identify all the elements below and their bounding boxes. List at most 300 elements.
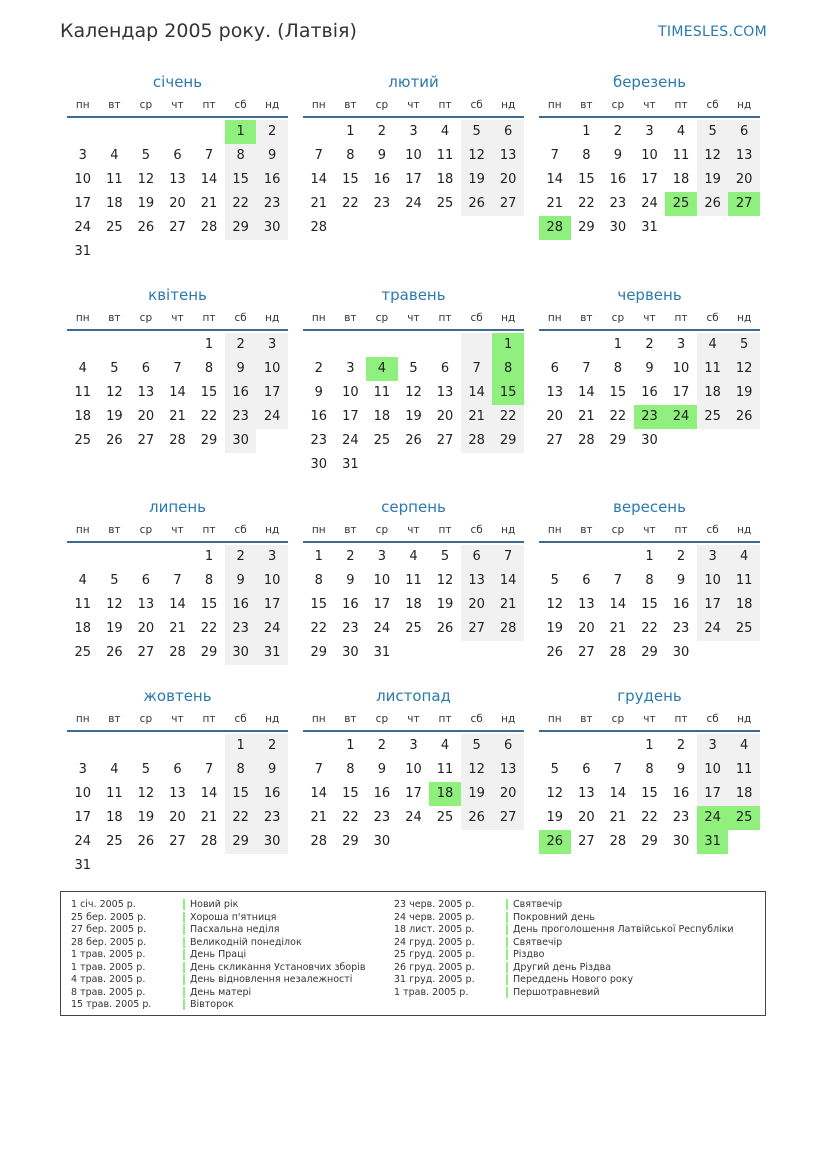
day-cell: 20 [169,196,186,211]
holiday-name: Новий рік [190,899,239,910]
day-cell: 21 [492,593,524,617]
empty-cell [335,333,367,357]
day-cell: 15 [609,385,627,400]
day-cell: 26 [405,433,422,448]
day-cell: 11 [728,569,760,593]
day-cell: 7 [204,762,214,777]
day-cell: 22 [342,810,359,825]
day-cell: 9 [645,361,654,376]
holiday-marker [183,962,185,973]
day-cell: 18 [106,196,123,211]
holiday-marker [506,974,508,985]
month-name: січень [152,73,203,91]
empty-cell [130,734,162,758]
day-cell: 11 [74,385,92,400]
day-cell: 7 [173,573,182,588]
day-grid [303,545,524,665]
day-cell: 11 [672,148,690,163]
day-cell: 3 [78,762,87,777]
month-name: серпень [381,498,446,516]
day-cell: 14 [310,172,328,187]
day-cell: 11 [74,597,92,612]
empty-cell [429,333,461,357]
day-cell: 5 [141,148,151,163]
day-cell: 13 [169,786,186,801]
day-cell: 9 [225,569,257,593]
day-cell: 19 [546,810,564,825]
day-cell: 23 [310,433,328,448]
day-grid [67,120,288,264]
day-cell: 5 [461,120,493,144]
day-grid [67,734,288,878]
day-cell: 24 [256,617,288,641]
site-link[interactable]: TIMESLES.COM [658,24,767,40]
day-cell: 18 [405,597,422,612]
weekday-label: пн [311,99,326,111]
holiday-marker [506,924,508,935]
weekday-label: нд [265,312,280,324]
day-cell: 28 [169,645,186,660]
weekday-label: вт [344,713,357,725]
weekday-label: вт [108,713,121,725]
day-cell: 31 [342,457,359,472]
day-cell: 12 [697,144,729,168]
day-cell: 30 [373,834,391,849]
day-cell: 25 [373,433,391,448]
weekday-label: вт [344,524,357,536]
day-grid [539,120,760,240]
day-cell: 15 [200,385,218,400]
day-cell: 18 [74,409,92,424]
weekday-label: сб [470,99,483,111]
day-cell: 15 [225,782,257,806]
day-cell: 11 [436,762,454,777]
holiday-day: 26 [539,830,571,854]
month-calendar [303,72,524,240]
day-cell: 26 [137,834,155,849]
empty-cell [162,120,194,144]
day-cell: 16 [641,385,658,400]
day-cell: 20 [137,409,155,424]
day-cell: 3 [256,333,288,357]
empty-cell [303,120,335,144]
day-cell: 4 [78,573,87,588]
day-cell: 8 [582,148,591,163]
holiday-date: 1 трав. 2005 р. [71,949,146,960]
holiday-marker [183,974,185,985]
day-cell: 18 [106,810,123,825]
day-cell: 14 [492,569,524,593]
day-grid [303,734,524,854]
legend-row [71,899,365,912]
month-name: вересень [613,498,686,516]
holiday-day: 15 [492,381,524,405]
month-calendar [539,72,760,240]
weekday-label: ср [611,524,625,536]
day-cell: 22 [609,409,627,424]
day-cell: 12 [546,597,564,612]
day-cell: 31 [74,858,92,873]
day-cell: 23 [672,810,690,825]
weekday-label: нд [265,524,280,536]
day-cell: 5 [110,573,119,588]
holiday-name: День проголошення Латвійської Республіки [513,924,734,935]
day-cell: 19 [546,621,564,636]
day-cell: 16 [310,409,328,424]
holiday-name: День скликання Установчих зборів [190,961,366,973]
day-cell: 19 [137,196,155,211]
day-cell: 7 [550,148,559,163]
day-cell: 11 [106,786,123,801]
day-cell: 1 [582,124,591,139]
weekday-label: чт [407,99,420,111]
day-cell: 7 [613,762,623,777]
day-cell: 29 [200,645,218,660]
weekday-label: вт [344,99,357,111]
month-calendar [539,285,760,453]
holiday-name: Переддень Нового року [513,974,634,985]
weekday-label: чт [171,524,184,536]
day-cell: 14 [200,786,218,801]
holiday-name: Святвечір [513,936,563,948]
day-grid [303,120,524,240]
weekday-label: нд [501,524,516,536]
day-cell: 28 [461,429,493,453]
holiday-date: 15 трав. 2005 р. [71,999,152,1010]
day-cell: 26 [461,192,493,216]
day-cell: 15 [641,597,658,612]
day-cell: 17 [373,597,391,612]
empty-cell [571,333,603,357]
day-cell: 8 [204,573,214,588]
day-cell: 7 [173,361,182,376]
day-cell: 25 [74,645,92,660]
day-cell: 8 [225,144,257,168]
day-cell: 15 [342,172,359,187]
day-cell: 2 [225,333,257,357]
legend-row [394,924,734,937]
weekday-label: вт [580,99,593,111]
holiday-marker [183,987,185,998]
weekday-label: вт [108,312,121,324]
holiday-day: 23 [634,405,666,429]
day-cell: 20 [492,168,524,192]
day-cell: 29 [310,645,328,660]
day-cell: 22 [342,196,359,211]
weekday-label: пн [547,524,562,536]
day-cell: 26 [106,433,123,448]
weekday-label: ср [375,713,389,725]
day-cell: 6 [173,148,182,163]
weekday-label: пн [311,312,326,324]
day-cell: 10 [697,758,729,782]
day-cell: 11 [728,758,760,782]
day-cell: 27 [578,645,595,660]
legend-row [394,987,734,1000]
month-calendar [539,497,760,665]
day-cell: 24 [74,834,92,849]
day-cell: 30 [310,457,328,472]
day-cell: 23 [256,192,288,216]
day-cell: 3 [697,545,729,569]
day-cell: 16 [672,786,690,801]
holiday-name: День відновлення незалежності [190,974,353,985]
empty-cell [130,545,162,569]
empty-cell [67,120,99,144]
month-name: жовтень [143,687,212,705]
weekday-label: сб [234,312,247,324]
month-name: грудень [617,687,682,705]
day-cell: 12 [137,786,155,801]
holiday-day: 31 [697,830,729,854]
day-cell: 30 [342,645,359,660]
holiday-marker [183,999,185,1010]
legend-row [71,924,365,937]
day-cell: 7 [204,148,214,163]
day-grid [539,545,760,665]
day-cell: 1 [204,549,214,564]
holiday-name: Покровний день [513,911,595,923]
weekday-label: чт [171,312,184,324]
weekday-label: сб [706,99,719,111]
weekday-label: пн [311,713,326,725]
legend-row [71,912,365,925]
weekday-label: вт [108,99,121,111]
day-cell: 25 [436,810,454,825]
weekday-label: пн [547,713,562,725]
day-cell: 25 [405,621,422,636]
day-cell: 1 [645,738,654,753]
day-cell: 18 [697,381,729,405]
day-cell: 2 [676,549,686,564]
day-cell: 27 [461,617,493,641]
weekday-header [303,94,524,118]
day-cell: 20 [578,621,595,636]
weekday-label: пт [674,99,688,111]
holiday-day: 27 [728,192,760,216]
holiday-date: 18 лист. 2005 р. [394,924,475,935]
day-cell: 30 [641,433,658,448]
weekday-label: пн [75,524,90,536]
empty-cell [461,333,493,357]
holiday-day: 24 [665,405,697,429]
day-cell: 7 [492,545,524,569]
day-cell: 2 [225,545,257,569]
day-cell: 30 [672,834,690,849]
weekday-label: вт [344,312,357,324]
weekday-label: чт [643,524,656,536]
holiday-day: 8 [492,357,524,381]
legend-row [71,987,365,1000]
empty-cell [602,545,634,569]
day-cell: 26 [106,645,123,660]
day-cell: 15 [225,168,257,192]
weekday-label: вт [108,524,121,536]
day-cell: 20 [461,593,493,617]
empty-cell [193,120,225,144]
weekday-label: пт [202,713,216,725]
holiday-marker [183,937,185,948]
day-cell: 28 [200,834,218,849]
empty-cell [366,333,398,357]
day-cell: 29 [641,645,658,660]
day-cell: 18 [728,593,760,617]
day-cell: 10 [373,573,391,588]
day-cell: 7 [613,573,623,588]
day-cell: 15 [310,597,328,612]
weekday-header [67,94,288,118]
day-cell: 6 [492,734,524,758]
empty-cell [303,333,335,357]
weekday-label: ср [611,312,625,324]
weekday-header [67,307,288,331]
day-cell: 26 [436,621,454,636]
day-cell: 11 [697,357,729,381]
day-cell: 8 [645,762,654,777]
day-cell: 8 [204,361,214,376]
day-cell: 25 [74,433,92,448]
day-cell: 20 [546,409,564,424]
day-cell: 1 [225,734,257,758]
day-cell: 18 [436,172,454,187]
empty-cell [130,333,162,357]
holiday-marker [506,949,508,960]
weekday-label: пн [547,99,562,111]
day-cell: 26 [461,806,493,830]
day-cell: 31 [373,645,391,660]
day-cell: 22 [641,810,658,825]
legend-row [394,949,734,962]
day-cell: 5 [409,361,418,376]
holiday-name: Різдво [513,949,545,960]
weekday-label: пн [75,713,90,725]
holiday-name: Святвечір [513,899,563,910]
day-cell: 2 [377,124,387,139]
day-cell: 20 [728,168,760,192]
page-title: Календар 2005 року. (Латвія) [60,20,357,42]
day-cell: 5 [440,549,450,564]
day-cell: 14 [609,786,627,801]
day-cell: 12 [728,357,760,381]
day-cell: 11 [436,148,454,163]
weekday-label: сб [706,713,719,725]
day-cell: 12 [137,172,155,187]
empty-cell [539,333,571,357]
day-cell: 6 [728,120,760,144]
day-cell: 26 [137,220,155,235]
day-cell: 28 [492,617,524,641]
legend-row [394,912,734,925]
weekday-label: сб [470,713,483,725]
day-cell: 10 [256,569,288,593]
month-calendar [67,72,288,264]
day-cell: 27 [137,433,155,448]
day-cell: 10 [697,569,729,593]
day-cell: 12 [106,597,123,612]
day-cell: 16 [225,381,257,405]
empty-cell [99,545,131,569]
day-cell: 9 [225,357,257,381]
legend-row [71,937,365,950]
month-calendar [67,497,288,665]
day-cell: 31 [641,220,658,235]
day-cell: 29 [225,216,257,240]
day-cell: 4 [78,361,87,376]
weekday-label: пт [438,713,452,725]
day-cell: 30 [609,220,627,235]
day-cell: 28 [609,834,627,849]
day-cell: 14 [609,597,627,612]
day-cell: 8 [225,758,257,782]
day-cell: 4 [728,734,760,758]
day-cell: 16 [256,168,288,192]
day-grid [67,333,288,453]
day-cell: 9 [256,758,288,782]
day-cell: 13 [461,569,493,593]
day-cell: 14 [461,381,493,405]
day-cell: 3 [377,549,387,564]
day-cell: 4 [110,762,119,777]
holiday-day: 1 [492,333,524,357]
empty-cell [99,734,131,758]
day-cell: 23 [225,617,257,641]
empty-cell [193,734,225,758]
weekday-header [303,519,524,543]
day-cell: 13 [578,597,595,612]
month-name: березень [612,73,687,91]
weekday-label: пт [438,312,452,324]
day-cell: 13 [137,597,155,612]
day-cell: 10 [672,361,690,376]
weekday-header [539,519,760,543]
weekday-label: вт [580,713,593,725]
day-cell: 19 [728,381,760,405]
day-cell: 10 [74,172,92,187]
weekday-label: нд [501,99,516,111]
day-cell: 14 [578,385,595,400]
weekday-label: чт [643,713,656,725]
empty-cell [539,120,571,144]
weekday-label: чт [171,713,184,725]
day-cell: 5 [461,734,493,758]
weekday-label: ср [139,312,153,324]
empty-cell [67,333,99,357]
day-cell: 10 [641,148,658,163]
day-cell: 18 [373,409,391,424]
day-cell: 2 [613,124,623,139]
day-cell: 13 [492,144,524,168]
day-cell: 9 [676,762,686,777]
month-calendar [67,686,288,878]
day-cell: 27 [578,834,595,849]
day-cell: 3 [409,738,418,753]
holiday-date: 23 черв. 2005 р. [394,899,475,910]
day-cell: 29 [609,433,627,448]
day-cell: 29 [641,834,658,849]
day-cell: 3 [676,337,686,352]
day-cell: 29 [225,830,257,854]
day-cell: 8 [314,573,323,588]
day-cell: 24 [405,810,422,825]
empty-cell [571,545,603,569]
day-cell: 21 [200,196,218,211]
day-cell: 17 [256,593,288,617]
holiday-marker [506,937,508,948]
weekday-header [539,307,760,331]
day-cell: 16 [672,597,690,612]
holiday-date: 25 бер. 2005 р. [71,911,147,923]
day-cell: 28 [578,433,595,448]
